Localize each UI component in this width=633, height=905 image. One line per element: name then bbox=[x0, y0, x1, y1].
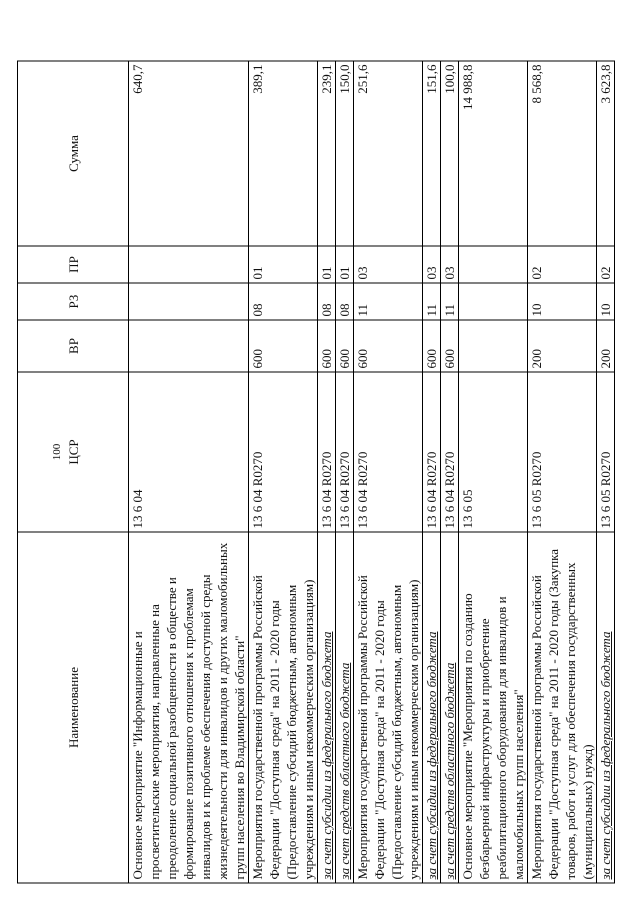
table-row bbox=[318, 61, 336, 883]
pr-cell: 03 bbox=[423, 246, 441, 283]
rotated-page bbox=[17, 61, 615, 884]
pr-cell bbox=[129, 246, 249, 283]
sum-cell: 389,1 bbox=[249, 61, 318, 246]
vr-cell: 200 bbox=[528, 320, 597, 372]
vr-cell: 600 bbox=[423, 320, 441, 372]
csr-cell: 13 6 04 R0270 bbox=[318, 372, 336, 532]
vr-cell: 200 bbox=[597, 320, 615, 372]
csr-cell: 13 6 04 R0270 bbox=[336, 372, 354, 532]
pr-cell bbox=[459, 246, 528, 283]
csr-cell: 13 6 05 R0270 bbox=[597, 372, 615, 532]
vr-cell: 600 bbox=[336, 320, 354, 372]
table-row bbox=[441, 61, 459, 883]
rz-cell bbox=[129, 283, 249, 320]
sum-cell: 3 623,8 bbox=[597, 61, 615, 246]
sum-cell: 151,6 bbox=[423, 61, 441, 246]
csr-cell: 13 6 04 R0270 bbox=[354, 372, 423, 532]
name-cell: за счет субсидии из федерального бюджета bbox=[423, 532, 441, 883]
rz-cell bbox=[459, 283, 528, 320]
vr-cell: 600 bbox=[249, 320, 318, 372]
vr-cell: 600 bbox=[441, 320, 459, 372]
sum-cell: 150,0 bbox=[336, 61, 354, 246]
page-number: 100 bbox=[51, 443, 63, 461]
rz-cell: 11 bbox=[441, 283, 459, 320]
header-csr: ЦСР bbox=[18, 372, 129, 532]
table-row bbox=[528, 61, 597, 883]
table-row bbox=[129, 61, 249, 883]
rz-cell: 10 bbox=[597, 283, 615, 320]
pr-cell: 01 bbox=[336, 246, 354, 283]
csr-cell: 13 6 05 R0270 bbox=[528, 372, 597, 532]
csr-cell: 13 6 04 R0270 bbox=[249, 372, 318, 532]
budget-table bbox=[17, 61, 615, 884]
header-vr: ВР bbox=[18, 320, 129, 372]
rz-cell: 08 bbox=[249, 283, 318, 320]
rz-cell: 10 bbox=[528, 283, 597, 320]
header-rz: РЗ bbox=[18, 283, 129, 320]
table-row bbox=[249, 61, 318, 883]
name-cell: за счет средств областного бюджета bbox=[441, 532, 459, 883]
sum-cell: 14 988,8 bbox=[459, 61, 528, 246]
rz-cell: 11 bbox=[354, 283, 423, 320]
header-name: Наименование bbox=[18, 532, 129, 883]
pr-cell: 03 bbox=[354, 246, 423, 283]
name-cell: за счет субсидии из федерального бюджета bbox=[318, 532, 336, 883]
table-row bbox=[354, 61, 423, 883]
table-row bbox=[459, 61, 528, 883]
header-sum: Сумма bbox=[18, 61, 129, 246]
pr-cell: 01 bbox=[249, 246, 318, 283]
name-cell: Мероприятия государственной программы Российской Федерации "Доступная среда" на 2011 - 2020 годы (Закупка товаров, работ и услуг для обеспечения государственных (муниципальных) нужд) bbox=[528, 532, 597, 883]
pr-cell: 02 bbox=[597, 246, 615, 283]
table-body bbox=[129, 61, 615, 883]
name-cell: за счет субсидии из федерального бюджета bbox=[597, 532, 615, 883]
pr-cell: 03 bbox=[441, 246, 459, 283]
name-cell: Мероприятия государственной программы Российской Федерации "Доступная среда" на 2011 - 2020 годы (Предоставление субсидий бюджетным, автономным учреждениям и иным некоммерческим организациям) bbox=[354, 532, 423, 883]
sum-cell: 640,7 bbox=[129, 61, 249, 246]
rz-cell: 08 bbox=[336, 283, 354, 320]
pr-cell: 02 bbox=[528, 246, 597, 283]
name-cell: за счет средств областного бюджета bbox=[336, 532, 354, 883]
csr-cell: 13 6 04 R0270 bbox=[441, 372, 459, 532]
pr-cell: 01 bbox=[318, 246, 336, 283]
table-row bbox=[336, 61, 354, 883]
sum-cell: 8 568,8 bbox=[528, 61, 597, 246]
header-row bbox=[18, 61, 129, 883]
sum-cell: 239,1 bbox=[318, 61, 336, 246]
rz-cell: 11 bbox=[423, 283, 441, 320]
vr-cell: 600 bbox=[354, 320, 423, 372]
name-cell: Основное мероприятие "Мероприятия по созданию безбарьерной инфраструктуры и приобретение реабилитационного оборудования для инвалидов и маломобильных групп населения" bbox=[459, 532, 528, 883]
name-cell: Основное мероприятие "Информационные и просветительские мероприятия, направленные на преодоление социальной разобщенности в обществе и формирование позитивного отношения к проблемам инвалидов и к проблеме обеспечения доступной среды жизнедеятельности для инвалидов и других маломобильных групп населения во Владимирской области" bbox=[129, 532, 249, 883]
sum-cell: 251,6 bbox=[354, 61, 423, 246]
csr-cell: 13 6 05 bbox=[459, 372, 528, 532]
rz-cell: 08 bbox=[318, 283, 336, 320]
csr-cell: 13 6 04 R0270 bbox=[423, 372, 441, 532]
sum-cell: 100,0 bbox=[441, 61, 459, 246]
csr-cell: 13 6 04 bbox=[129, 372, 249, 532]
name-cell: Мероприятия государственной программы Российской Федерации "Доступная среда" на 2011 - 2020 годы (Предоставление субсидий бюджетным, автономным учреждениям и иным некоммерческим организациям) bbox=[249, 532, 318, 883]
vr-cell bbox=[129, 320, 249, 372]
vr-cell: 600 bbox=[318, 320, 336, 372]
vr-cell bbox=[459, 320, 528, 372]
table-row bbox=[597, 61, 615, 883]
table-row bbox=[423, 61, 441, 883]
header-pr: ПР bbox=[18, 246, 129, 283]
